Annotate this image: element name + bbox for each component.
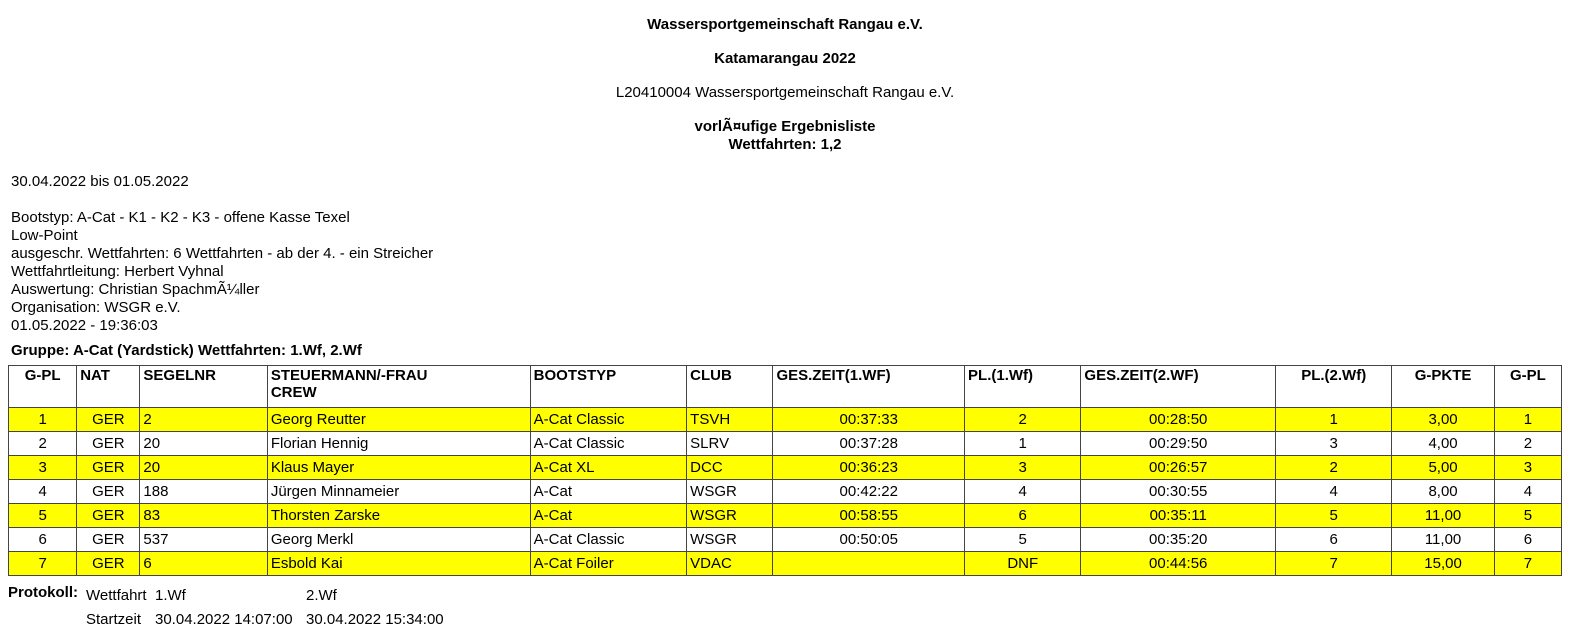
cell-club: DCC	[687, 456, 773, 480]
cell-segelnr: 6	[140, 552, 267, 576]
cell-pl2: 1	[1276, 408, 1392, 432]
cell-steuermann: Florian Hennig	[267, 432, 530, 456]
protokoll-label: Protokoll:	[8, 584, 78, 601]
cell-pl1: DNF	[965, 552, 1081, 576]
info-line: 01.05.2022 - 19:36:03	[11, 317, 158, 334]
protokoll-race1: 1.Wf	[155, 587, 186, 604]
cell-nat: GER	[77, 528, 140, 552]
cell-pl2: 4	[1276, 480, 1392, 504]
cell-gpkte: 11,00	[1392, 504, 1494, 528]
club-line: L20410004 Wassersportgemeinschaft Rangau e.V.	[615, 84, 955, 101]
cell-pl2: 6	[1276, 528, 1392, 552]
cell-gpl: 3	[9, 456, 77, 480]
col-nat: NAT	[77, 366, 140, 408]
col-pl1: PL.(1.Wf)	[965, 366, 1081, 408]
table-row	[9, 480, 1562, 504]
cell-steuermann: Klaus Mayer	[267, 456, 530, 480]
col-time2: GES.ZEIT(2.WF)	[1081, 366, 1276, 408]
cell-pl1: 4	[965, 480, 1081, 504]
event-title: Katamarangau 2022	[714, 50, 856, 67]
cell-pl1: 5	[965, 528, 1081, 552]
col-steuermann	[267, 366, 530, 408]
col-gpl: G-PL	[9, 366, 77, 408]
cell-time2: 00:35:20	[1081, 528, 1276, 552]
cell-steuermann: Georg Merkl	[267, 528, 530, 552]
cell-time1	[773, 552, 965, 576]
cell-club: VDAC	[687, 552, 773, 576]
cell-segelnr: 83	[140, 504, 267, 528]
cell-bootstyp: A-Cat Foiler	[530, 552, 687, 576]
col-club: CLUB	[687, 366, 773, 408]
cell-club: WSGR	[687, 504, 773, 528]
protokoll-race-label: Wettfahrt	[86, 587, 147, 604]
cell-gpl: 7	[9, 552, 77, 576]
cell-nat: GER	[77, 408, 140, 432]
info-block	[11, 209, 433, 335]
cell-nat: GER	[77, 480, 140, 504]
cell-gpl-end: 5	[1494, 504, 1561, 528]
protokoll-start1: 30.04.2022 14:07:00	[155, 611, 293, 628]
results-table	[8, 365, 1562, 576]
cell-segelnr: 20	[140, 456, 267, 480]
col-pl2: PL.(2.Wf)	[1276, 366, 1392, 408]
cell-gpl-end: 7	[1494, 552, 1561, 576]
cell-nat: GER	[77, 432, 140, 456]
cell-steuermann: Thorsten Zarske	[267, 504, 530, 528]
cell-bootstyp: A-Cat Classic	[530, 432, 687, 456]
cell-club: TSVH	[687, 408, 773, 432]
col-time1: GES.ZEIT(1.WF)	[773, 366, 965, 408]
table-row	[9, 504, 1562, 528]
cell-pl2: 2	[1276, 456, 1392, 480]
info-line: Auswertung: Christian SpachmÃ¼ller	[11, 281, 260, 298]
cell-pl2: 7	[1276, 552, 1392, 576]
event-dates: 30.04.2022 bis 01.05.2022	[11, 173, 189, 190]
col-gpkte: G-PKTE	[1392, 366, 1494, 408]
races-title: Wettfahrten: 1,2	[728, 136, 842, 153]
table-row	[9, 456, 1562, 480]
cell-club: SLRV	[687, 432, 773, 456]
col-steuermann-label: STEUERMANN/-FRAU	[270, 367, 428, 384]
col-bootstyp: BOOTSTYP	[530, 366, 687, 408]
table-row	[9, 528, 1562, 552]
info-line: Organisation: WSGR e.V.	[11, 299, 181, 316]
cell-nat: GER	[77, 504, 140, 528]
cell-steuermann: Jürgen Minnameier	[267, 480, 530, 504]
table-row	[9, 408, 1562, 432]
cell-time2: 00:26:57	[1081, 456, 1276, 480]
cell-segelnr: 2	[140, 408, 267, 432]
cell-gpl-end: 1	[1494, 408, 1561, 432]
info-line: ausgeschr. Wettfahrten: 6 Wettfahrten - ab der 4. - ein Streicher	[11, 245, 434, 262]
col-gpl-end: G-PL	[1494, 366, 1561, 408]
cell-pl1: 6	[965, 504, 1081, 528]
cell-bootstyp: A-Cat Classic	[530, 408, 687, 432]
col-crew-label: CREW	[270, 384, 317, 401]
cell-gpl: 6	[9, 528, 77, 552]
cell-pl1: 1	[965, 432, 1081, 456]
list-title: vorlÃ¤ufige Ergebnisliste	[694, 118, 876, 135]
cell-gpl: 1	[9, 408, 77, 432]
cell-gpl: 2	[9, 432, 77, 456]
cell-gpl: 4	[9, 480, 77, 504]
cell-bootstyp: A-Cat Classic	[530, 528, 687, 552]
info-line: Low-Point	[11, 227, 78, 244]
cell-time2: 00:29:50	[1081, 432, 1276, 456]
cell-gpl-end: 6	[1494, 528, 1561, 552]
cell-gpl-end: 2	[1494, 432, 1561, 456]
cell-pl2: 5	[1276, 504, 1392, 528]
info-line: Bootstyp: A-Cat - K1 - K2 - K3 - offene Kasse Texel	[11, 209, 350, 226]
cell-time1: 00:37:28	[773, 432, 965, 456]
cell-time2: 00:44:56	[1081, 552, 1276, 576]
cell-pl2: 3	[1276, 432, 1392, 456]
cell-gpkte: 3,00	[1392, 408, 1494, 432]
protokoll-start-label: Startzeit	[86, 611, 142, 628]
cell-bootstyp: A-Cat	[530, 504, 687, 528]
cell-gpl-end: 3	[1494, 456, 1561, 480]
cell-nat: GER	[77, 456, 140, 480]
cell-time1: 00:58:55	[773, 504, 965, 528]
cell-gpkte: 8,00	[1392, 480, 1494, 504]
cell-time2: 00:35:11	[1081, 504, 1276, 528]
table-row	[9, 432, 1562, 456]
cell-time1: 00:50:05	[773, 528, 965, 552]
org-title: Wassersportgemeinschaft Rangau e.V.	[647, 16, 923, 33]
cell-time1: 00:42:22	[773, 480, 965, 504]
info-line: Wettfahrtleitung: Herbert Vyhnal	[11, 263, 224, 280]
table-row	[9, 552, 1562, 576]
cell-pl1: 3	[965, 456, 1081, 480]
cell-steuermann: Georg Reutter	[267, 408, 530, 432]
cell-segelnr: 20	[140, 432, 267, 456]
table-header-row	[9, 366, 1562, 408]
protokoll-start2: 30.04.2022 15:34:00	[306, 611, 444, 628]
cell-nat: GER	[77, 552, 140, 576]
cell-segelnr: 537	[140, 528, 267, 552]
cell-club: WSGR	[687, 480, 773, 504]
cell-pl1: 2	[965, 408, 1081, 432]
col-segelnr: SEGELNR	[140, 366, 267, 408]
cell-gpl: 5	[9, 504, 77, 528]
cell-time1: 00:36:23	[773, 456, 965, 480]
cell-gpkte: 11,00	[1392, 528, 1494, 552]
cell-time1: 00:37:33	[773, 408, 965, 432]
cell-segelnr: 188	[140, 480, 267, 504]
cell-steuermann: Esbold Kai	[267, 552, 530, 576]
cell-gpkte: 4,00	[1392, 432, 1494, 456]
protokoll-race2: 2.Wf	[306, 587, 337, 604]
cell-gpl-end: 4	[1494, 480, 1561, 504]
cell-time2: 00:30:55	[1081, 480, 1276, 504]
group-title: Gruppe: A-Cat (Yardstick) Wettfahrten: 1.Wf, 2.Wf	[11, 342, 362, 359]
cell-bootstyp: A-Cat	[530, 480, 687, 504]
cell-gpkte: 5,00	[1392, 456, 1494, 480]
cell-club: WSGR	[687, 528, 773, 552]
cell-gpkte: 15,00	[1392, 552, 1494, 576]
cell-time2: 00:28:50	[1081, 408, 1276, 432]
cell-bootstyp: A-Cat XL	[530, 456, 687, 480]
